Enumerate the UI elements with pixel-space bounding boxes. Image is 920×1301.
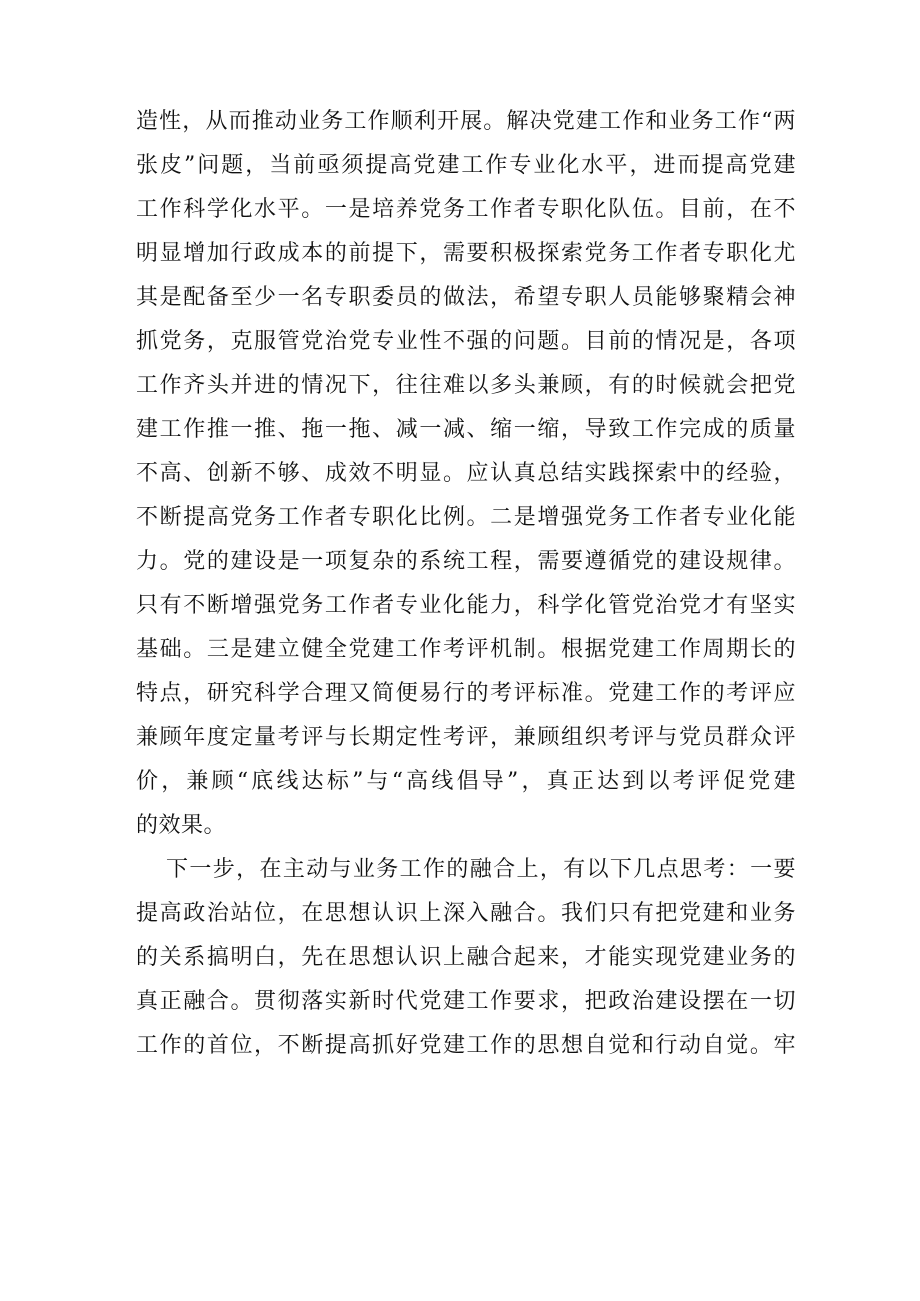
paragraph-1-line-3: 工作科学化水平。一是培养党务工作者专职化队伍。目前，在不 xyxy=(136,197,796,222)
paragraph-1-line-13: 基础。三是建立健全党建工作考评机制。根据党建工作周期长的 xyxy=(136,637,796,662)
paragraph-1-line-9: 不高、创新不够、成效不明显。应认真总结实践探索中的经验， xyxy=(136,461,796,486)
paragraph-1-line-6: 抓党务，克服管党治党专业性不强的问题。目前的情况是，各项 xyxy=(136,329,796,354)
paragraph-1-line-11: 力。党的建设是一项复杂的系统工程，需要遵循党的建设规律。 xyxy=(136,549,796,574)
paragraph-2-line-1: 下一步，在主动与业务工作的融合上，有以下几点思考：一要 xyxy=(166,857,796,882)
paragraph-1-line-16: 价，兼顾“底线达标”与“高线倡导”，真正达到以考评促党建 xyxy=(136,769,796,794)
paragraph-1-line-15: 兼顾年度定量考评与长期定性考评，兼顾组织考评与党员群众评 xyxy=(136,725,796,750)
paragraph-1-line-12: 只有不断增强党务工作者专业化能力，科学化管党治党才有坚实 xyxy=(136,593,796,618)
paragraph-1-line-17: 的效果。 xyxy=(136,813,227,838)
paragraph-1-line-7: 工作齐头并进的情况下，往往难以多头兼顾，有的时候就会把党 xyxy=(136,373,796,398)
paragraph-1-line-4: 明显增加行政成本的前提下，需要积极探索党务工作者专职化尤 xyxy=(136,241,796,266)
paragraph-1-line-1: 造性，从而推动业务工作顺利开展。解决党建工作和业务工作“两 xyxy=(136,109,796,134)
paragraph-2-line-5: 工作的首位，不断提高抓好党建工作的思想自觉和行动自觉。牢 xyxy=(136,1033,796,1058)
paragraph-1-line-14: 特点，研究科学合理又简便易行的考评标准。党建工作的考评应 xyxy=(136,681,796,706)
paragraph-1-line-5: 其是配备至少一名专职委员的做法，希望专职人员能够聚精会神 xyxy=(136,285,796,310)
paragraph-2-line-2: 提高政治站位，在思想认识上深入融合。我们只有把党建和业务 xyxy=(136,901,796,926)
document-body xyxy=(136,100,796,1068)
paragraph-1-line-2: 张皮”问题，当前亟须提高党建工作专业化水平，进而提高党建 xyxy=(136,153,796,178)
paragraph-2-line-3: 的关系搞明白，先在思想认识上融合起来，才能实现党建业务的 xyxy=(136,945,796,970)
paragraph-2-line-4: 真正融合。贯彻落实新时代党建工作要求，把政治建设摆在一切 xyxy=(136,989,796,1014)
paragraph-1-line-8: 建工作推一推、拖一拖、减一减、缩一缩，导致工作完成的质量 xyxy=(136,417,796,442)
paragraph-1-line-10: 不断提高党务工作者专职化比例。二是增强党务工作者专业化能 xyxy=(136,505,796,530)
